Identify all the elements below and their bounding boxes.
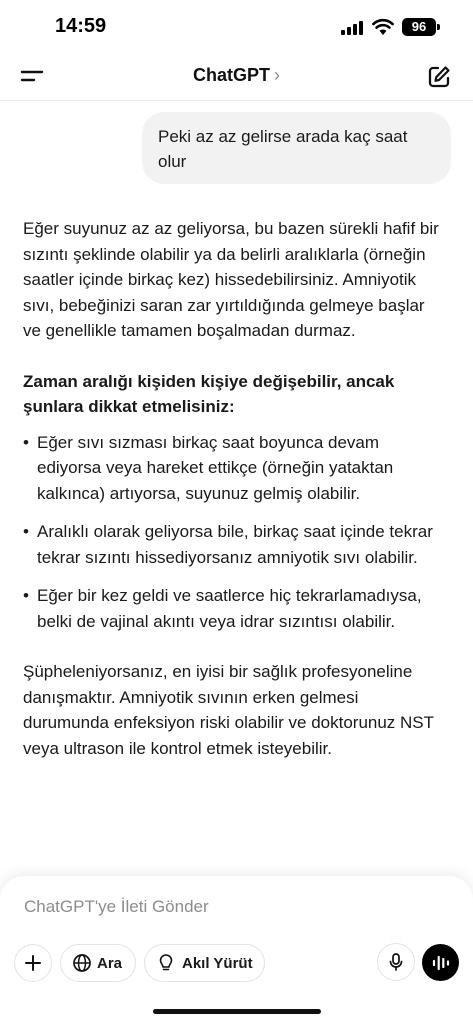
battery-icon bbox=[402, 18, 436, 36]
plus-icon bbox=[23, 953, 43, 973]
microphone-icon bbox=[386, 952, 406, 972]
reply-paragraph: Eğer suyunuz az az geliyorsa, bu bazen sürekli hafif bir sızıntı şeklinde olabilir ya da belirli aralıklarla (örneğin saatler içinde birkaç kez) hissedebilirsiniz. Amniyotik sıvı, bebeğinizi saran zar yırtıldığında gelmeye başlar ve genellikle tamamen boşalmadan durmaz. bbox=[23, 219, 439, 340]
voice-waveform-icon bbox=[431, 953, 451, 973]
battery-tip bbox=[437, 24, 440, 30]
search-button[interactable] bbox=[60, 944, 136, 982]
signal-icon bbox=[341, 21, 366, 35]
dictation-button[interactable] bbox=[377, 943, 415, 981]
reply-subheading: Zaman aralığı kişiden kişiye değişebilir, ancak şunlara dikkat etmelisiniz: bbox=[23, 371, 395, 416]
reply-bullet-list bbox=[23, 430, 443, 635]
battery-level: 96 bbox=[411, 19, 427, 34]
message-input[interactable]: ChatGPT'ye İleti Gönder bbox=[24, 897, 209, 916]
reason-button[interactable] bbox=[144, 944, 265, 982]
model-selector[interactable] bbox=[0, 65, 473, 86]
edit-icon[interactable] bbox=[426, 64, 452, 90]
lightbulb-icon bbox=[156, 953, 176, 973]
app-header bbox=[0, 52, 473, 101]
reason-button-label: Akıl Yürüt bbox=[182, 955, 253, 972]
wifi-icon bbox=[372, 18, 394, 36]
status-time: 14:59 bbox=[55, 15, 107, 37]
voice-mode-button[interactable] bbox=[422, 944, 459, 981]
globe-icon bbox=[72, 953, 92, 973]
list-item: • Eğer bir kez geldi ve saatlerce hiç tekrarlamadıysa, belki de vajinal akıntı veya idrar sızıntısı olabilir. bbox=[23, 583, 443, 634]
add-attachment-button[interactable] bbox=[14, 944, 52, 982]
user-message-bubble bbox=[142, 112, 451, 184]
home-indicator[interactable] bbox=[153, 1009, 321, 1014]
list-item: • Eğer sıvı sızması birkaç saat boyunca devam ediyorsa veya hareket ettikçe (örneğin yataktan kalkınca) artıyorsa, suyunuz gelmiş olabilir. bbox=[23, 430, 443, 507]
page-title: ChatGPT bbox=[192, 65, 270, 85]
assistant-message bbox=[23, 216, 443, 761]
chevron-right-icon: › bbox=[274, 65, 280, 85]
reply-paragraph: Şüpheleniyorsanız, en iyisi bir sağlık profesyoneline danışmaktır. Amniyotik sıvının erken gelmesi durumunda enfeksiyon riski olabilir ve doktorunuz NST veya ultrason ile kontrol etmek isteyebilir. bbox=[23, 662, 434, 758]
user-message-text: Peki az az gelirse arada kaç saat olur bbox=[158, 127, 408, 171]
status-bar bbox=[0, 0, 473, 52]
search-button-label: Ara bbox=[97, 955, 123, 972]
list-item: • Aralıklı olarak geliyorsa bile, birkaç saat içinde tekrar tekrar sızıntı hissediyorsanız amniyotik sıvı olabilir. bbox=[23, 519, 443, 570]
